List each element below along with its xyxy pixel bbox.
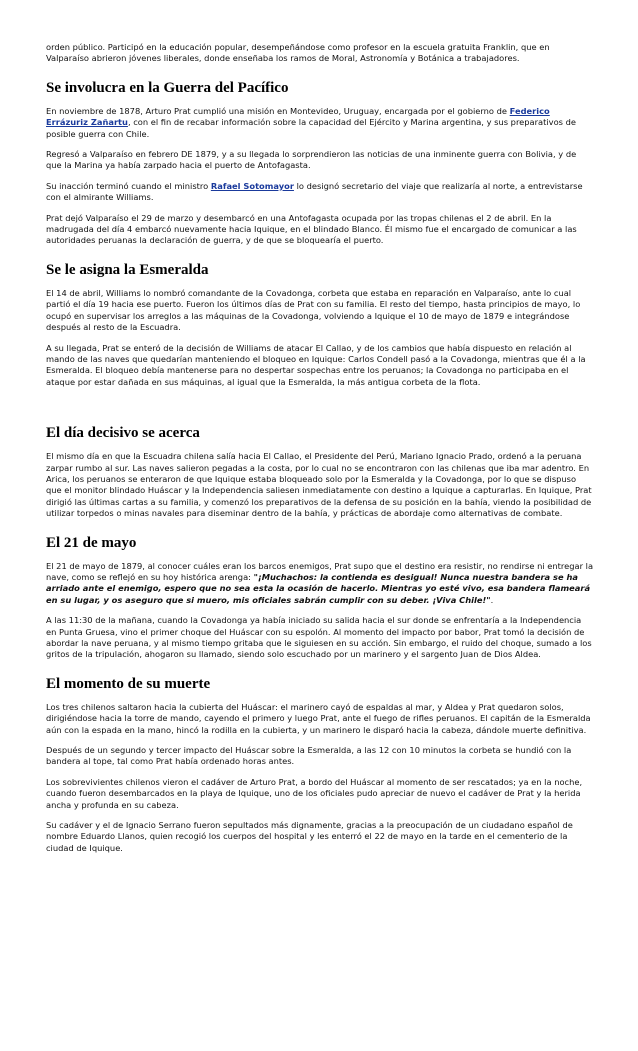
section-heading-esmeralda: Se le asigna la Esmeralda bbox=[46, 261, 209, 278]
section-heading-muerte: El momento de su muerte bbox=[46, 675, 211, 692]
section-heading-dia-decisivo: El día decisivo se acerca bbox=[46, 425, 200, 442]
arenga-quote: "¡Muchachos: la contienda es desigual! Nunca nuestra bandera se ha arriado ante el enemigo, espero que no sea esta la ocasión de hacerlo. Mientras yo esté vivo, esa bandera flameará en su lugar, y os aseguro que si muero, mis oficiales sabrán cumplir con su deber. ¡Viva Chile!" bbox=[46, 571, 591, 605]
text: Su inacción terminó cuando el ministro bbox=[46, 180, 211, 191]
paragraph-antofagasta: Prat dejó Valparaíso el 29 de marzo y desembarcó en una Antofagasta ocupada por las tropas chilenas el 2 de abril. En la madrugada del día 4 embarcó nuevamente hacia Iquique, en el blindado Blanco. Él mismo fue el encargado de comunicar a las autoridades peruanas la declaración de guerra, y de que se bloquearía el puerto. bbox=[46, 212, 577, 246]
text: lo designó secretario del viaje que realizaría al norte, a entrevistarse con el almirante Williams. bbox=[46, 180, 583, 203]
paragraph-callao: A su llegada, Prat se enteró de la decisión de Williams de atacar El Callao, y de los cambios que había dispuesto en relación al mando de las naves que quedarían manteniendo el bloqueo en Iquique: Carlos Condell pasó a la Covadonga, mientras que él a la Esmeralda. El bloqueo debía mantenerse para no despertar sospechas entre los peruanos; la Covadonga no participaba en el ataque por estar dañada en sus máquinas, al igual que la Esmeralda, la más antigua corbeta de la flota. bbox=[46, 342, 586, 387]
paragraph-escuadra: El mismo día en que la Escuadra chilena salía hacia El Callao, el Presidente del Perú, Mariano Ignacio Prado, ordenó a la peruana zarpar rumbo al sur. Las naves salieron pegadas a la costa, por lo cual no se encontraron con las chilenas que iba mar adentro. En Arica, los peruanos se enteraron de que Iquique estaba bloqueado solo por la Esmeralda y la Covadonga, por lo que se dispuso que el monitor blindado Huáscar y la Independencia saliesen inmediatamente con destino a Iquique a capturarlas. En Iquique, Prat dirigió las últimas cartas a su familia, y comenzó los preparativos de la defensa de su posición en la bahía, viendo la posibilidad de utilizar torpedos o minas navales para diseminar dentro de la bahía, y prácticas de abordaje como alternativas de combate. bbox=[46, 451, 592, 519]
paragraph-arenga bbox=[46, 561, 594, 607]
paragraph-inaccion bbox=[46, 181, 594, 204]
link-federico-errazuriz[interactable]: Federico Errázuriz Zañartu bbox=[46, 105, 550, 128]
text: . bbox=[490, 594, 494, 605]
text: El 21 de mayo de 1879, al conocer cuáles eran los barcos enemigos, Prat supo que el destino era resistir, no rendirse ni entregar la nave, como se reflejó en su hoy histórica arenga: bbox=[46, 560, 594, 582]
paragraph-sobrevivientes: Los sobrevivientes chilenos vieron el cadáver de Arturo Prat, a bordo del Huáscar al momento de ser rescatados; ya en la noche, cuando fueron desembarcados en la playa de Iquique, uno de los oficiales pudo apreciar de nuevo el cadáver de Prat y la herida ancha y profunda en su cabeza. bbox=[46, 776, 583, 810]
paragraph-regreso-valparaiso: Regresó a Valparaíso en febrero DE 1879, y a su llegada lo sorprendieron las noticias de una inminente guerra con Bolivia, y de que la Marina ya había zarpado hacia el puerto de Antofagasta. bbox=[46, 149, 577, 171]
paragraph-covadonga: El 14 de abril, Williams lo nombró comandante de la Covadonga, corbeta que estaba en reparación en Valparaíso, ante lo cual partió el día 19 hacia ese puerto. Fueron los últimos días de Prat con su familia. El resto del tiempo, hasta principios de mayo, lo ocupó en supervisar los arreglos a las máquinas de la Covadonga, volviendo a Iquique el 10 de mayo de 1879 e integrándose después al resto de la Escuadra. bbox=[46, 287, 581, 333]
paragraph-sepultura: Su cadáver y el de Ignacio Serrano fueron sepultados más dignamente, gracias a la preocupación de un ciudadano español de nombre Eduardo Llanos, quien recogió los cuerpos del hospital y les enterró el 22 de mayo en la tarde en el cementerio de la ciudad de Iquique. bbox=[46, 820, 573, 853]
text: , con el fin de recabar información sobre la capacidad del Ejército y Marina argentina, y sus preparativos de posible guerra con Chile. bbox=[46, 117, 576, 139]
text: En noviembre de 1878, Arturo Prat cumplió una misión en Montevideo, Uruguay, encargada por el gobierno de bbox=[46, 105, 510, 116]
intro-paragraph: orden público. Participó en la educación popular, desempeñándose como profesor en la escuela gratuita Franklin, que en Valparaíso abrieron jóvenes liberales, donde enseñaba los ramos de Moral, Astronomía y Botánica a trabajadores. bbox=[46, 42, 550, 64]
section-heading-guerra: Se involucra en la Guerra del Pacífico bbox=[46, 79, 289, 96]
paragraph-abordaje: A las 11:30 de la mañana, cuando la Covadonga ya había iniciado su salida hacia el sur donde se enfrentaría a la Independencia en Punta Gruesa, vino el primer choque del Huáscar con su espolón. Al momento del impacto por babor, Prat tomó la decisión de abordar la nave peruana, y al mismo tiempo gritaba que le siguiesen en su acción. Sin embargo, el ruido del choque, sumado a los gritos de la tripulación, ahogaron su llamado, siendo solo escuchado por un marinero y el sargento Juan de Dios Aldea. bbox=[46, 615, 592, 660]
paragraph-cubierta: Los tres chilenos saltaron hacia la cubierta del Huáscar: el marinero cayó de espaldas al mar, y Aldea y Prat quedaron solos, dirigiéndose hacia la torre de mando, cayendo el primero y luego Prat, ante el fuego de rifles peruanos. El capitán de la Esmeralda aún con la espada en la mano, hincó la rodilla en la cubierta, y un marinero le disparó hacia la cabeza, dándole muerte definitiva. bbox=[46, 701, 591, 735]
link-rafael-sotomayor[interactable]: Rafael Sotomayor bbox=[210, 180, 294, 191]
paragraph-hundimiento: Después de un segundo y tercer impacto del Huáscar sobre la Esmeralda, a las 12 con 10 minutos la corbeta se hundió con la bandera al tope, tal como Prat había ordenado horas antes. bbox=[46, 745, 572, 767]
section-heading-21-mayo: El 21 de mayo bbox=[46, 534, 137, 551]
document-page bbox=[46, 42, 594, 863]
paragraph-mision-montevideo bbox=[46, 106, 594, 140]
